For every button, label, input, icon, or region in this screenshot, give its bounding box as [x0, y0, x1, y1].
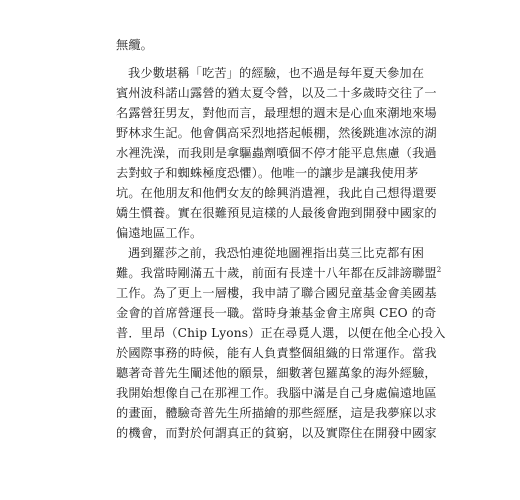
body-line: 的畫面，體驗奇普先生所描繪的那些經歷，這是我夢寐以求 [116, 406, 437, 420]
body-line-text: 難。我當時剛滿五十歲，前面有長達十八年都在反誹謗聯盟 [116, 266, 437, 280]
body-line: 金會的首席營運長一職。當時身兼基金會主席與 CEO 的奇 [116, 306, 437, 320]
body-line: 名露營狂男友，對他而言，最理想的週末是心血來潮地來場 [116, 106, 437, 120]
body-line [116, 265, 442, 281]
body-line: 無纜。 [116, 38, 154, 52]
body-line: 我少數堪稱「吃苦」的經驗，也不過是每年夏天參加在 [128, 66, 425, 80]
body-line: 野林求生記。他會偶高采烈地搭起帳棚，然後跳進冰涼的湖 [116, 126, 437, 140]
body-line: 的機會，而對於何謂真正的貧窮，以及實際住在開發中國家 [116, 426, 437, 440]
body-line: 於國際事務的時候，能有人負責整個組織的日常運作。當我 [116, 346, 437, 360]
body-line: 聽著奇普先生闡述他的願景，細數著包羅萬象的海外經驗， [116, 366, 437, 380]
footnote-reference: 2 [436, 265, 442, 274]
body-line: 賓州波科諾山露營的猶太夏令營，以及二十多歲時交往了一 [116, 86, 437, 100]
body-line: 工作。為了更上一層樓，我申請了聯合國兒童基金會美國基 [116, 286, 437, 300]
body-line: 我開始想像自己在那裡工作。我腦中滿是自己身處偏遠地區 [116, 386, 437, 400]
body-line: 去對蚊子和蜘蛛極度恐懼）。他唯一的讓步是讓我使用茅 [116, 166, 419, 180]
body-line: 偏遠地區工作。 [116, 226, 203, 240]
body-line: 坑。在他朋友和他們女友的餘興消遣裡，我此自己想得還要 [116, 186, 437, 200]
body-line: 嬌生慣養。實在很難預見這樣的人最後會跑到開發中國家的 [116, 206, 437, 220]
body-line: 遇到羅莎之前，我恐怕連從地圖裡指出莫三比克都有困 [128, 246, 425, 260]
body-line: 水裡洗澡，而我則是拿驅蟲劑噴個不停才能平息焦慮（我過 [116, 146, 437, 160]
body-line: 普．里昂（Chip Lyons）正在尋覓人選，以便在他全心投入 [116, 326, 446, 340]
